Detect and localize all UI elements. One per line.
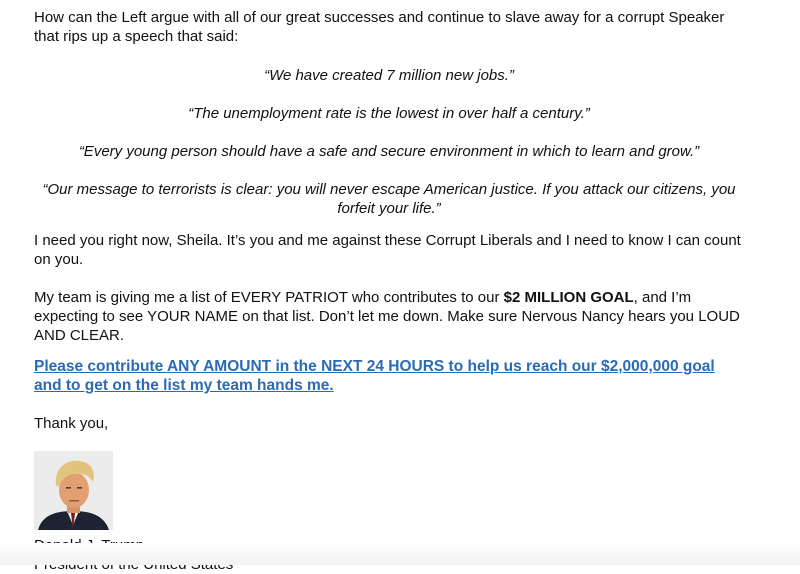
goal-text-after: , and I’m expecting to see YOUR NAME on that list. Don’t let me down. Make sure Nervous Nancy hears you LOUD AND CLEAR.	[34, 289, 740, 344]
goal-paragraph	[34, 288, 744, 345]
goal-text-before: My team is giving me a list of EVERY PATRIOT who contributes to our	[34, 289, 504, 306]
quote-terrorists: “Our message to terrorists is clear: you will never escape American justice. If you attack our citizens, you forfeit your life.”	[42, 181, 736, 217]
portrait-photo	[34, 451, 113, 530]
bottom-fade	[0, 543, 800, 565]
quote-jobs: “We have created 7 million new jobs.”	[264, 67, 514, 84]
contribute-link[interactable]: Please contribute ANY AMOUNT in the NEXT 24 HOURS to help us reach our $2,000,000 goal and to get on the list my team hands me.	[34, 358, 715, 394]
goal-amount-bold: $2 MILLION GOAL	[503, 289, 634, 306]
quote-unemployment: “The unemployment rate is the lowest in over half a century.”	[188, 105, 590, 122]
intro-paragraph: How can the Left argue with all of our great successes and continue to slave away for a corrupt Speaker that rips up a speech that said:	[34, 9, 725, 45]
email-body	[34, 8, 744, 574]
quote-young-person: “Every young person should have a safe and secure environment in which to learn and grow.”	[78, 143, 700, 160]
thanks-text: Thank you,	[34, 415, 109, 432]
appeal-paragraph: I need you right now, Sheila. It’s you and me against these Corrupt Liberals and I need to know I can count on you.	[34, 232, 741, 268]
